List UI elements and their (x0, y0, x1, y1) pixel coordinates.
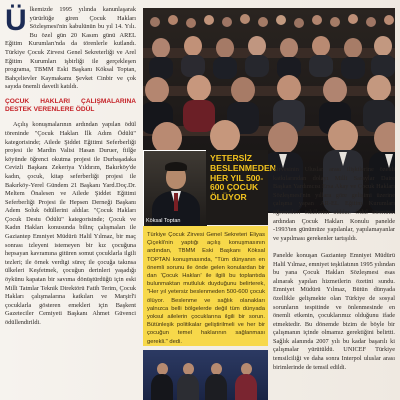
drop-cap: Ü (5, 4, 27, 37)
person-figure (235, 363, 257, 400)
right-column (273, 166, 395, 375)
portrait-hair (165, 162, 187, 171)
award-ceremony-photo (143, 350, 268, 400)
intro-text: lkemizde 1995 yılında kanunlaşarak yürürlüğe giren Çocuk Hakları Sözleşmesi'nin kabulünün bu yıl 14. Yılı. Bu özel gün 20 Kasım günü AREL Eğitim Kurumları'nda da törenlerle kutlandı. Türkiye Çocuk Zirvesi Genel Sekreterliği ve Arel Eğitim Kurumları işbirliği ile gerçekleşen programa, TBMM Eski Başkanı Köksal Toptan, Bahçelievler Kaymakamı Şevket Cinbir ve çok sayıda önemli davetli katıldı. (5, 6, 136, 91)
portrait-photo (143, 150, 208, 227)
portrait-caption: Köksal Toptan (146, 218, 181, 224)
callout-text: Türkiye Çocuk Zirvesi Genel Sekreteri Eliyas Çiçekli'nin yaptığı açılış konuşmasının ardından, TBMM Eski Başkanı Köksal TOPTAN konuşmasında, "Tüm dünyanın en önemli sorunu ile önde gelen konulardan bir dan 'Çocuk Hakları' ile ilgili bu toplantıda bulunmaktan mutluluk duyduğunu belirterek, "Her yıl yetersiz beslenmeden 500-600 çocuk ölüyor. Beslenme ve sağlık olanakları yalnızca belli bölgelerde değil tüm dünyada yoksul ailelerin çocuklarına ilgili bir sorun. Bütünleşik politikalar geliştirilmeli ve her bir çocuğun temel haklarının sağlanması gerekli." dedi. (147, 232, 265, 345)
callout-headline: YETERSİZ BESLENMEDEN HER YIL 500-600 ÇOCUK ÖLÜYOR (206, 150, 268, 225)
left-body-text: Açılış konuşmalarının ardından yapılan ödül töreninde "Çocuk Hakları İlk Adım Ödülü" kategorisinde; Ailede Şiddet Eğitimi Seferberliği projesi ile Mardin Valisi Hasan Duruer, fiilğe köyünde öğrenci okutma projesi ile Durbaşadaka Cevizli Başkanı Zekeriya Yıldırım, Bakırköy'de kadın, çocuk, kitap seferberliği projesi ile Bakırköy-Yerel Gündem 21 Başkanı Yard.Doç.Dr. Meltem Önalesen ve Ailede Şiddet Eğitimi Seferberliği Projesi ile Hepsen Derneği Başkanı Adem Soluk ödüllerini aldılar. "Çocuk Hakları Çocuk Destu Ödülü" kategorisinde; Çocuk ve Kadın Hakları konusunda bilinç çalışmaları ile Gaziantep Emniyet Müdürü Halil Yılmaz, bir maç sonrası izleyeni istemeyen bir kız çocuğuna hepsayan kavramına gitüren somut çocuklarla ilgili tezleri; ile örnek verdigi süreç ile çocuğa takınsa ülkeleri Keşfetmek, çocuğun derinleri yaşadığı öykünu kapatan bir savıma dönüştürdüğü için eski Milli Tatmlar Teknik Direktörü Fatih Terim, Çocuk Hakları çalışmalarına katkıları ve Marşirl'i çocuklarla gösteren emekleri için Başkent Gazeteciler Cemiyeti Başkanı Ahmet Güvenci ödüllendirildi. (5, 121, 136, 326)
section-subheading: ÇOCUK HAKLARI ÇALIŞMALARINA DESTEK VERENLERE ÖDÜL (5, 97, 136, 114)
person-figure (177, 363, 199, 400)
right-body-text: Zirvesinin Uluslar arası ilişkilerine özenli katkılarından dolayı Milli Saraylar Daire Başkan Yardımcısı Ersa Akay ve Çocuk Hakları Sözleşmesi'nin yıllara göre gelişimi üzerine çalışma yapan AR-EL Eğitim Kurumları öğrencileri ödüllerini aldılar. Ödül töreninin ardından Çocuk Hakları Konulu panelde -1993'ten günümüze yapılanlar, yapılamayanlar ve yapılması gerekenler tartışıldı. Panelde konuşan Gaziantep Emniyet Müdürü Halil Yılmaz, emniyet teşkilatının 1995 yılından bu yana Çocuk Hakları Sözleşmesi esas alınarak yapılan hizmetlerin özetini sundu. Emniyet Müdürü Yılmaz, Bütün dünyada özellikle gelişmekte olan Türkiye de sosyal sorunların tespitinde ve önlenmesinde en önemli etkenin, çocuklarımız olduğunu ifade etmektedir. Bu dönemde bizim de böyle bir çalışmanın içinde olmamız gerektiğini belirtti. Sağlık alanında 2007 yılı bu kadar başarılı ki çalışmalar yürütüldü. UNICEF Türkiye temsilciliği ve daha sonra Interpol uluslar arası birimlerinde de temsil edildi. (273, 166, 395, 371)
portrait-tie (174, 193, 178, 211)
person-figure (205, 363, 227, 400)
left-column (5, 6, 136, 400)
person-figure (151, 363, 173, 400)
